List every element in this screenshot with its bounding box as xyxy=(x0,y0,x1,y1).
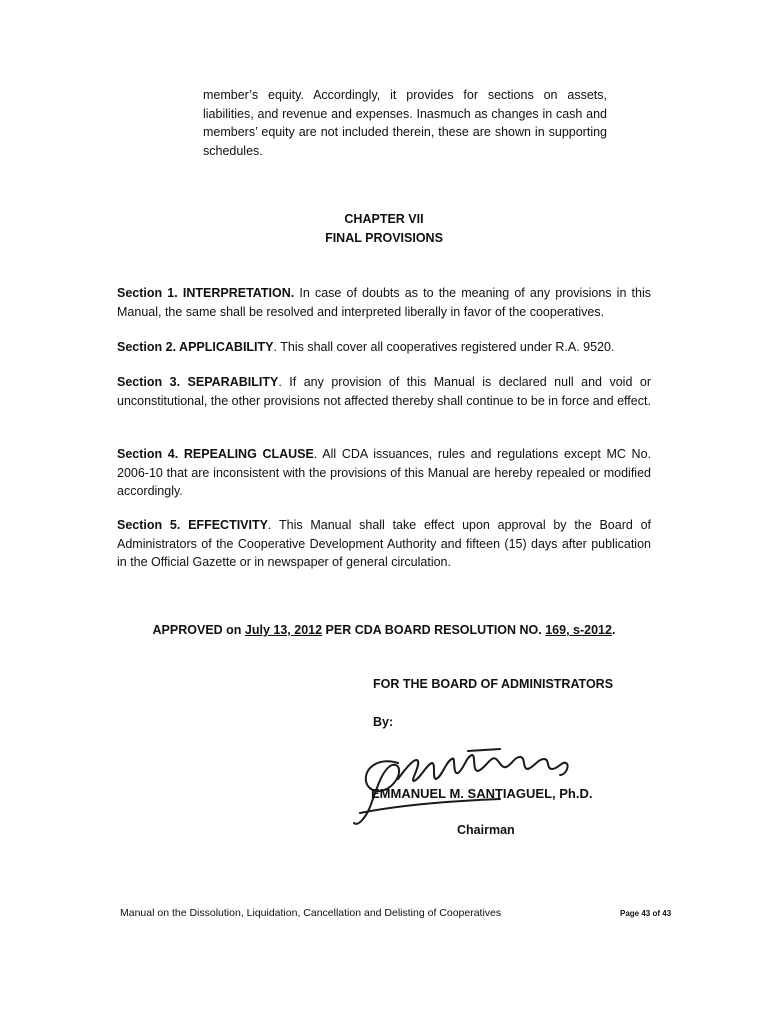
section-heading: Section 1. INTERPRETATION. xyxy=(117,286,295,300)
section-applicability xyxy=(117,338,651,357)
section-body: . This shall cover all cooperatives registered under R.A. 9520. xyxy=(273,340,615,354)
footer-page-number: Page 43 of 43 xyxy=(620,909,672,918)
section-interpretation xyxy=(117,284,651,321)
signatory-role: Chairman xyxy=(457,823,515,837)
footer-document-title: Manual on the Dissolution, Liquidation, Cancellation and Delisting of Cooperatives xyxy=(120,907,502,919)
approval-statement xyxy=(0,623,768,637)
section-separability xyxy=(117,373,651,410)
approval-middle: PER CDA BOARD RESOLUTION NO. xyxy=(322,623,546,637)
signatory-name: EMMANUEL M. SANTIAGUEL, Ph.D. xyxy=(371,786,593,801)
chapter-title: FINAL PROVISIONS xyxy=(325,231,443,245)
for-board-label: FOR THE BOARD OF ADMINISTRATORS xyxy=(373,677,614,691)
handwritten-signature xyxy=(340,735,593,830)
approval-date: July 13, 2012 xyxy=(244,623,323,637)
chapter-number: CHAPTER VII xyxy=(344,212,424,226)
intro-paragraph: member’s equity. Accordingly, it provides for sections on assets, liabilities, and revenue and expenses. Inasmuch as changes in cash and members’ equity are not included therein, these are shown in supporting schedules. xyxy=(203,88,607,158)
section-body: In case of doubts as to the meaning of any provisions in this Manual, the same shall be resolved and interpreted liberally in favor of the cooperatives. xyxy=(117,286,652,319)
section-heading: Section 3. SEPARABILITY xyxy=(117,375,279,389)
approval-prefix: APPROVED on xyxy=(152,623,245,637)
section-heading: Section 4. REPEALING CLAUSE xyxy=(117,447,314,461)
section-body: . This Manual shall take effect upon approval by the Board of Administrators of the Cooperative Development Authority and fifteen (15) days after publication in the Official Gazette or in newspaper of general circulation. xyxy=(117,518,651,569)
section-heading: Section 5. EFFECTIVITY xyxy=(117,518,268,532)
section-heading: Section 2. APPLICABILITY xyxy=(117,340,274,354)
by-label: By: xyxy=(373,715,394,729)
section-effectivity xyxy=(117,516,651,572)
section-repealing-clause xyxy=(117,445,651,501)
resolution-number: 169, s-2012 xyxy=(545,623,612,637)
section-body: . If any provision of this Manual is declared null and void or unconstitutional, the other provisions not affected thereby shall continue to be in force and effect. xyxy=(117,375,652,408)
section-body: . All CDA issuances, rules and regulations except MC No. 2006-10 that are inconsistent with the provisions of this Manual are hereby repealed or modified accordingly. xyxy=(117,447,651,498)
approval-suffix: . xyxy=(611,623,616,637)
